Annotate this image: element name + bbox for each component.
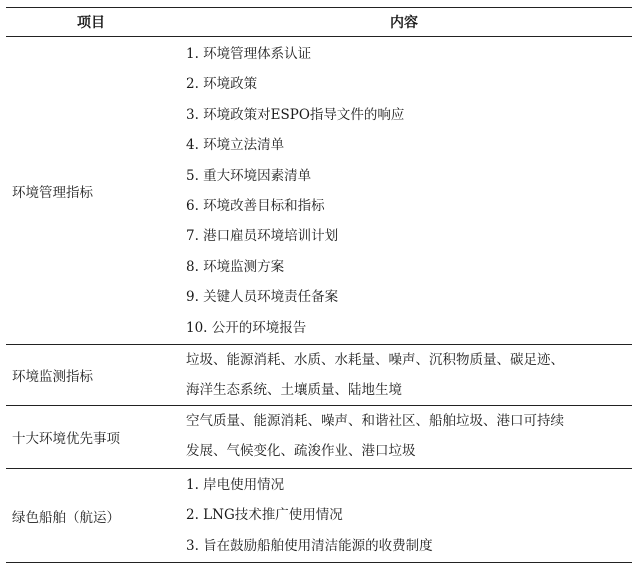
table-row — [6, 406, 632, 469]
table-row — [6, 469, 632, 563]
content-line: 垃圾、能源消耗、水质、水耗量、噪声、沉积物质量、碳足迹、 — [186, 352, 564, 368]
content-line: 发展、气候变化、疏浚作业、港口垃圾 — [186, 443, 416, 460]
content-line: 空气质量、能源消耗、噪声、和谐社区、船舶垃圾、港口可持续 — [186, 413, 564, 429]
row-content — [176, 406, 632, 468]
row-content — [176, 345, 632, 405]
table-header — [6, 7, 632, 37]
list-item: 3. 环境政策对ESPO指导文件的响应 — [186, 106, 405, 123]
header-item: 项目 — [77, 15, 105, 31]
row-content — [176, 37, 632, 344]
list-item: 9. 关键人员环境责任备案 — [186, 289, 339, 306]
list-item: 8. 环境监测方案 — [186, 258, 285, 275]
list-item: 2. LNG技术推广使用情况 — [186, 507, 343, 524]
list-item: 5. 重大环境因素清单 — [186, 167, 312, 184]
row-item-label: 绿色船舶（航运） — [12, 509, 120, 526]
row-item-label: 环境管理指标 — [12, 184, 93, 201]
table-row — [6, 37, 632, 345]
list-item: 6. 环境改善目标和指标 — [186, 197, 325, 214]
environment-indicator-table — [6, 7, 632, 563]
list-item: 7. 港口雇员环境培训计划 — [186, 228, 339, 245]
list-item: 2. 环境政策 — [186, 76, 258, 93]
table-row — [6, 345, 632, 406]
list-item: 1. 岸电使用情况 — [186, 477, 285, 493]
row-content — [176, 469, 632, 562]
content-line: 海洋生态系统、土壤质量、陆地生境 — [186, 382, 402, 399]
header-content: 内容 — [390, 15, 418, 31]
list-item: 10. 公开的环境报告 — [186, 319, 307, 336]
list-item: 4. 环境立法清单 — [186, 137, 285, 154]
row-item-label: 环境监测指标 — [12, 369, 93, 385]
row-item-label: 十大环境优先事项 — [12, 431, 120, 447]
list-item: 1. 环境管理体系认证 — [186, 46, 312, 62]
list-item: 3. 旨在鼓励船舶使用清洁能源的收费制度 — [186, 537, 433, 554]
